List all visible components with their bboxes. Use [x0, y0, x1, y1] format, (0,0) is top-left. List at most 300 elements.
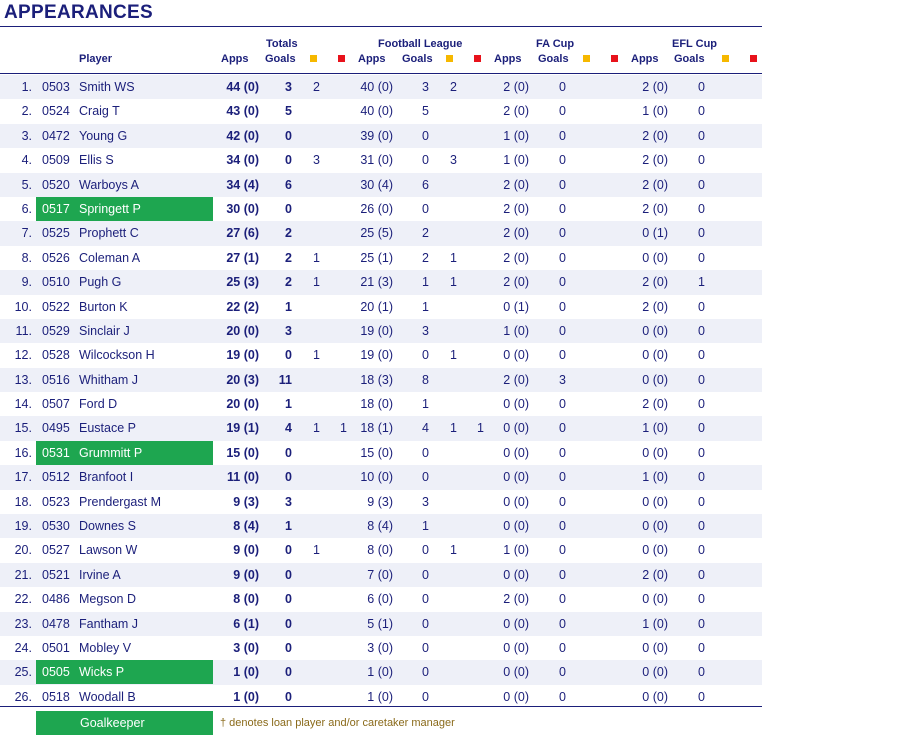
league-apps: 8 (4)	[367, 519, 393, 534]
row-number: 19.	[14, 519, 32, 534]
fa-cup-goals: 0	[559, 494, 566, 509]
header-league: Football League	[378, 38, 463, 50]
red-card-icon	[611, 55, 618, 62]
efl-cup-apps: 0 (0)	[642, 445, 668, 460]
fa-cup-goals: 0	[559, 177, 566, 192]
fa-cup-apps: 2 (0)	[503, 201, 529, 216]
goalkeeper-legend	[36, 711, 213, 735]
player-name: Wicks P	[79, 665, 125, 680]
table-row	[0, 270, 762, 294]
fa-cup-apps: 0 (0)	[503, 494, 529, 509]
efl-cup-apps: 0 (0)	[642, 592, 668, 607]
league-apps: 3 (0)	[367, 640, 393, 655]
fa-cup-apps: 2 (0)	[503, 104, 529, 119]
player-id: 0531	[42, 445, 70, 460]
table-row	[0, 563, 762, 587]
efl-cup-goals: 0	[698, 201, 705, 216]
row-number: 4.	[21, 153, 32, 168]
fa-cup-goals: 0	[559, 128, 566, 143]
player-id: 0527	[42, 543, 70, 558]
league-goals: 4	[422, 421, 429, 436]
efl-cup-goals: 1	[698, 275, 705, 290]
fa-cup-apps: 0 (0)	[503, 567, 529, 582]
efl-cup-apps: 1 (0)	[642, 470, 668, 485]
league-goals: 5	[422, 104, 429, 119]
player-name: Eustace P	[79, 421, 136, 436]
league-goals: 0	[422, 445, 429, 460]
loan-note: † denotes loan player and/or caretaker manager	[220, 717, 455, 729]
row-number: 1.	[21, 80, 32, 94]
fa-cup-goals: 0	[559, 421, 566, 436]
efl-cup-apps: 0 (0)	[642, 689, 668, 704]
league-goals: 8	[422, 372, 429, 387]
fa-cup-goals: 0	[559, 153, 566, 168]
total-goals: 3	[285, 80, 292, 94]
league-yellow-cards: 1	[450, 250, 457, 265]
table-header	[0, 30, 762, 74]
total-apps: 27 (1)	[226, 250, 259, 265]
fa-cup-apps: 1 (0)	[503, 323, 529, 338]
player-name: Branfoot I	[79, 470, 134, 485]
player-name: Springett P	[79, 201, 141, 216]
efl-cup-goals: 0	[698, 494, 705, 509]
fa-cup-goals: 0	[559, 616, 566, 631]
yellow-card-icon	[583, 55, 590, 62]
league-apps: 40 (0)	[360, 80, 393, 94]
efl-cup-apps: 0 (0)	[642, 250, 668, 265]
player-name: Burton K	[79, 299, 128, 314]
red-card-icon	[338, 55, 345, 62]
efl-cup-apps: 1 (0)	[642, 104, 668, 119]
efl-cup-goals: 0	[698, 421, 705, 436]
total-goals: 2	[285, 275, 292, 290]
header-efl-cup: EFL Cup	[672, 38, 718, 50]
table-row	[0, 441, 762, 465]
league-apps: 40 (0)	[360, 104, 393, 119]
yellow-card-icon	[446, 55, 453, 62]
efl-cup-apps: 0 (0)	[642, 640, 668, 655]
table-row	[0, 197, 762, 221]
league-goals: 3	[422, 494, 429, 509]
total-red-cards: 1	[340, 421, 347, 436]
league-apps: 8 (0)	[367, 543, 393, 558]
total-apps: 1 (0)	[233, 689, 259, 704]
player-name: Lawson W	[79, 543, 138, 558]
player-id: 0486	[42, 592, 70, 607]
player-name: Prophett C	[79, 226, 139, 241]
red-card-icon	[750, 55, 757, 62]
total-yellow-cards: 2	[313, 80, 320, 94]
fa-cup-apps: 0 (0)	[503, 640, 529, 655]
total-apps: 20 (0)	[226, 397, 259, 412]
league-goals: 0	[422, 689, 429, 704]
league-goals: 1	[422, 519, 429, 534]
table-row	[0, 148, 762, 172]
efl-cup-apps: 2 (0)	[642, 567, 668, 582]
efl-cup-goals: 0	[698, 519, 705, 534]
total-goals: 0	[285, 201, 292, 216]
table-row	[0, 465, 762, 489]
total-goals: 2	[285, 250, 292, 265]
league-goals: 0	[422, 128, 429, 143]
player-name: Irvine A	[79, 567, 121, 582]
total-apps: 19 (1)	[226, 421, 259, 436]
league-goals: 0	[422, 567, 429, 582]
row-number: 12.	[14, 348, 32, 363]
league-apps: 10 (0)	[360, 470, 393, 485]
league-apps: 25 (5)	[360, 226, 393, 241]
efl-cup-goals: 0	[698, 226, 705, 241]
player-id: 0522	[42, 299, 70, 314]
total-goals: 0	[285, 567, 292, 582]
total-apps: 3 (0)	[233, 640, 259, 655]
efl-cup-goals: 0	[698, 640, 705, 655]
fa-cup-apps: 0 (0)	[503, 397, 529, 412]
fa-cup-goals: 0	[559, 275, 566, 290]
league-yellow-cards: 1	[450, 543, 457, 558]
league-apps: 18 (3)	[360, 372, 393, 387]
player-id: 0523	[42, 494, 70, 509]
row-number: 23.	[14, 616, 32, 631]
league-apps: 18 (0)	[360, 397, 393, 412]
fa-cup-apps: 0 (1)	[503, 299, 529, 314]
league-apps: 18 (1)	[360, 421, 393, 436]
efl-cup-apps: 2 (0)	[642, 397, 668, 412]
fa-cup-apps: 2 (0)	[503, 177, 529, 192]
total-apps: 22 (2)	[226, 299, 259, 314]
player-name: Pugh G	[79, 275, 122, 290]
player-id: 0512	[42, 470, 70, 485]
table-row	[0, 392, 762, 416]
league-goals: 1	[422, 275, 429, 290]
efl-cup-apps: 0 (0)	[642, 494, 668, 509]
player-name: Coleman A	[79, 250, 141, 265]
header-efl-apps: Apps	[631, 53, 659, 65]
fa-cup-goals: 0	[559, 299, 566, 314]
efl-cup-goals: 0	[698, 348, 705, 363]
fa-cup-apps: 0 (0)	[503, 616, 529, 631]
efl-cup-goals: 0	[698, 299, 705, 314]
row-number: 6.	[21, 201, 32, 216]
efl-cup-apps: 0 (0)	[642, 543, 668, 558]
table-row	[0, 75, 762, 99]
header-totals: Totals	[266, 38, 298, 50]
fa-cup-goals: 0	[559, 567, 566, 582]
league-apps: 25 (1)	[360, 250, 393, 265]
row-number: 8.	[21, 250, 32, 265]
efl-cup-goals: 0	[698, 153, 705, 168]
league-goals: 0	[422, 153, 429, 168]
total-yellow-cards: 1	[313, 275, 320, 290]
player-id: 0510	[42, 275, 70, 290]
fa-cup-goals: 0	[559, 323, 566, 338]
fa-cup-apps: 0 (0)	[503, 470, 529, 485]
title-divider	[0, 26, 762, 27]
total-apps: 8 (0)	[233, 592, 259, 607]
row-number: 3.	[21, 128, 32, 143]
fa-cup-goals: 0	[559, 80, 566, 94]
league-apps: 26 (0)	[360, 201, 393, 216]
row-number: 17.	[14, 470, 32, 485]
league-yellow-cards: 3	[450, 153, 457, 168]
player-id: 0530	[42, 519, 70, 534]
league-goals: 0	[422, 348, 429, 363]
total-goals: 0	[285, 616, 292, 631]
fa-cup-apps: 0 (0)	[503, 348, 529, 363]
total-goals: 0	[285, 640, 292, 655]
efl-cup-goals: 0	[698, 104, 705, 119]
red-card-icon	[474, 55, 481, 62]
league-goals: 3	[422, 323, 429, 338]
player-name: Young G	[79, 128, 128, 143]
header-league-goals: Goals	[402, 53, 433, 65]
total-apps: 19 (0)	[226, 348, 259, 363]
league-goals: 0	[422, 616, 429, 631]
table-row	[0, 343, 762, 367]
row-number: 24.	[14, 640, 32, 655]
total-yellow-cards: 1	[313, 250, 320, 265]
league-apps: 1 (0)	[367, 665, 393, 680]
player-name: Ellis S	[79, 153, 114, 168]
efl-cup-apps: 2 (0)	[642, 153, 668, 168]
efl-cup-apps: 2 (0)	[642, 177, 668, 192]
league-yellow-cards: 1	[450, 348, 457, 363]
efl-cup-apps: 0 (0)	[642, 348, 668, 363]
row-number: 10.	[14, 299, 32, 314]
total-apps: 42 (0)	[226, 128, 259, 143]
fa-cup-apps: 1 (0)	[503, 153, 529, 168]
total-goals: 6	[285, 177, 292, 192]
league-goals: 2	[422, 226, 429, 241]
efl-cup-apps: 2 (0)	[642, 275, 668, 290]
efl-cup-apps: 1 (0)	[642, 616, 668, 631]
fa-cup-goals: 0	[559, 665, 566, 680]
fa-cup-apps: 1 (0)	[503, 543, 529, 558]
player-id: 0517	[42, 201, 70, 216]
efl-cup-goals: 0	[698, 665, 705, 680]
table-row	[0, 368, 762, 392]
fa-cup-apps: 2 (0)	[503, 250, 529, 265]
header-league-apps: Apps	[358, 53, 386, 65]
league-goals: 0	[422, 201, 429, 216]
row-number: 21.	[14, 567, 32, 582]
fa-cup-apps: 0 (0)	[503, 445, 529, 460]
player-id: 0507	[42, 397, 70, 412]
efl-cup-apps: 2 (0)	[642, 201, 668, 216]
total-goals: 4	[285, 421, 292, 436]
player-id: 0528	[42, 348, 70, 363]
total-apps: 27 (6)	[226, 226, 259, 241]
league-apps: 5 (1)	[367, 616, 393, 631]
total-apps: 9 (0)	[233, 567, 259, 582]
yellow-card-icon	[310, 55, 317, 62]
table-row	[0, 295, 762, 319]
table-row	[0, 319, 762, 343]
fa-cup-apps: 2 (0)	[503, 592, 529, 607]
total-goals: 0	[285, 592, 292, 607]
fa-cup-apps: 2 (0)	[503, 372, 529, 387]
league-apps: 6 (0)	[367, 592, 393, 607]
player-name: Craig T	[79, 104, 120, 119]
player-id: 0503	[42, 80, 70, 94]
efl-cup-apps: 2 (0)	[642, 80, 668, 94]
total-goals: 11	[278, 372, 292, 387]
header-efl-goals: Goals	[674, 53, 705, 65]
efl-cup-goals: 0	[698, 592, 705, 607]
total-goals: 0	[285, 665, 292, 680]
efl-cup-goals: 0	[698, 689, 705, 704]
efl-cup-apps: 1 (0)	[642, 421, 668, 436]
league-goals: 0	[422, 470, 429, 485]
efl-cup-goals: 0	[698, 543, 705, 558]
league-goals: 1	[422, 397, 429, 412]
total-yellow-cards: 1	[313, 543, 320, 558]
league-goals: 0	[422, 640, 429, 655]
table-row	[0, 612, 762, 636]
league-apps: 1 (0)	[367, 689, 393, 704]
fa-cup-goals: 0	[559, 640, 566, 655]
total-apps: 20 (0)	[226, 323, 259, 338]
header-fa-goals: Goals	[538, 53, 569, 65]
league-apps: 20 (1)	[360, 299, 393, 314]
table-row	[0, 124, 762, 148]
fa-cup-goals: 0	[559, 348, 566, 363]
total-goals: 0	[285, 128, 292, 143]
table-row	[0, 636, 762, 660]
fa-cup-goals: 0	[559, 592, 566, 607]
player-id: 0478	[42, 616, 70, 631]
league-apps: 15 (0)	[360, 445, 393, 460]
league-yellow-cards: 1	[450, 421, 457, 436]
efl-cup-goals: 0	[698, 616, 705, 631]
total-goals: 0	[285, 543, 292, 558]
footer-divider	[0, 706, 762, 707]
efl-cup-goals: 0	[698, 177, 705, 192]
player-name: Sinclair J	[79, 323, 130, 338]
fa-cup-goals: 0	[559, 470, 566, 485]
player-id: 0495	[42, 421, 70, 436]
row-number: 2.	[21, 104, 32, 119]
total-apps: 15 (0)	[226, 445, 259, 460]
appearances-table	[0, 75, 762, 709]
fa-cup-goals: 0	[559, 397, 566, 412]
efl-cup-goals: 0	[698, 372, 705, 387]
fa-cup-goals: 0	[559, 689, 566, 704]
player-name: Wilcockson H	[79, 348, 155, 363]
player-name: Megson D	[79, 592, 136, 607]
total-apps: 9 (0)	[233, 543, 259, 558]
league-apps: 19 (0)	[360, 323, 393, 338]
total-apps: 44 (0)	[226, 80, 259, 94]
total-apps: 1 (0)	[233, 665, 259, 680]
player-id: 0516	[42, 372, 70, 387]
player-id: 0505	[42, 665, 70, 680]
league-apps: 39 (0)	[360, 128, 393, 143]
total-apps: 11 (0)	[227, 470, 259, 485]
table-row	[0, 416, 762, 440]
row-number: 22.	[14, 592, 32, 607]
table-row	[0, 514, 762, 538]
efl-cup-goals: 0	[698, 323, 705, 338]
league-goals: 0	[422, 592, 429, 607]
table-row	[0, 173, 762, 197]
row-number: 20.	[14, 543, 32, 558]
row-number: 9.	[21, 275, 32, 290]
total-apps: 6 (1)	[233, 616, 259, 631]
table-row	[0, 587, 762, 611]
fa-cup-apps: 0 (0)	[503, 519, 529, 534]
total-goals: 3	[285, 323, 292, 338]
efl-cup-apps: 0 (0)	[642, 372, 668, 387]
total-goals: 1	[285, 397, 292, 412]
total-apps: 9 (3)	[233, 494, 259, 509]
efl-cup-apps: 2 (0)	[642, 128, 668, 143]
efl-cup-goals: 0	[698, 80, 705, 94]
total-goals: 0	[285, 470, 292, 485]
league-yellow-cards: 1	[450, 275, 457, 290]
total-apps: 25 (3)	[226, 275, 259, 290]
fa-cup-apps: 0 (0)	[503, 421, 529, 436]
fa-cup-apps: 2 (0)	[503, 80, 529, 94]
player-name: Downes S	[79, 519, 136, 534]
total-goals: 3	[285, 494, 292, 509]
league-goals: 6	[422, 177, 429, 192]
header-totals-goals: Goals	[265, 53, 296, 65]
league-red-cards: 1	[477, 421, 484, 436]
league-goals: 0	[422, 543, 429, 558]
league-goals: 0	[422, 665, 429, 680]
league-goals: 2	[422, 250, 429, 265]
row-number: 25.	[14, 665, 32, 680]
total-goals: 1	[285, 299, 292, 314]
league-apps: 21 (3)	[360, 275, 393, 290]
efl-cup-apps: 0 (0)	[642, 323, 668, 338]
total-goals: 1	[285, 519, 292, 534]
player-name: Mobley V	[79, 640, 132, 655]
fa-cup-apps: 2 (0)	[503, 275, 529, 290]
row-number: 15.	[14, 421, 32, 436]
yellow-card-icon	[722, 55, 729, 62]
row-number: 14.	[14, 397, 32, 412]
fa-cup-goals: 0	[559, 543, 566, 558]
table-row	[0, 538, 762, 562]
player-id: 0501	[42, 640, 70, 655]
goalkeeper-legend-label: Goalkeeper	[80, 716, 145, 730]
total-apps: 34 (0)	[226, 153, 259, 168]
efl-cup-apps: 0 (0)	[642, 665, 668, 680]
page-title: APPEARANCES	[4, 2, 153, 23]
player-id: 0526	[42, 250, 70, 265]
total-yellow-cards: 1	[313, 348, 320, 363]
fa-cup-apps: 1 (0)	[503, 128, 529, 143]
header-divider	[0, 73, 762, 74]
table-row	[0, 246, 762, 270]
total-apps: 34 (4)	[226, 177, 259, 192]
player-id: 0509	[42, 153, 70, 168]
row-number: 18.	[14, 494, 32, 509]
player-id: 0518	[42, 689, 70, 704]
player-name: Warboys A	[79, 177, 139, 192]
player-name: Fantham J	[79, 616, 139, 631]
league-goals: 1	[422, 299, 429, 314]
efl-cup-goals: 0	[698, 567, 705, 582]
league-apps: 7 (0)	[367, 567, 393, 582]
header-fa-cup: FA Cup	[536, 38, 575, 50]
player-id: 0521	[42, 567, 70, 582]
efl-cup-apps: 0 (0)	[642, 519, 668, 534]
player-name: Ford D	[79, 397, 118, 412]
efl-cup-apps: 2 (0)	[642, 299, 668, 314]
